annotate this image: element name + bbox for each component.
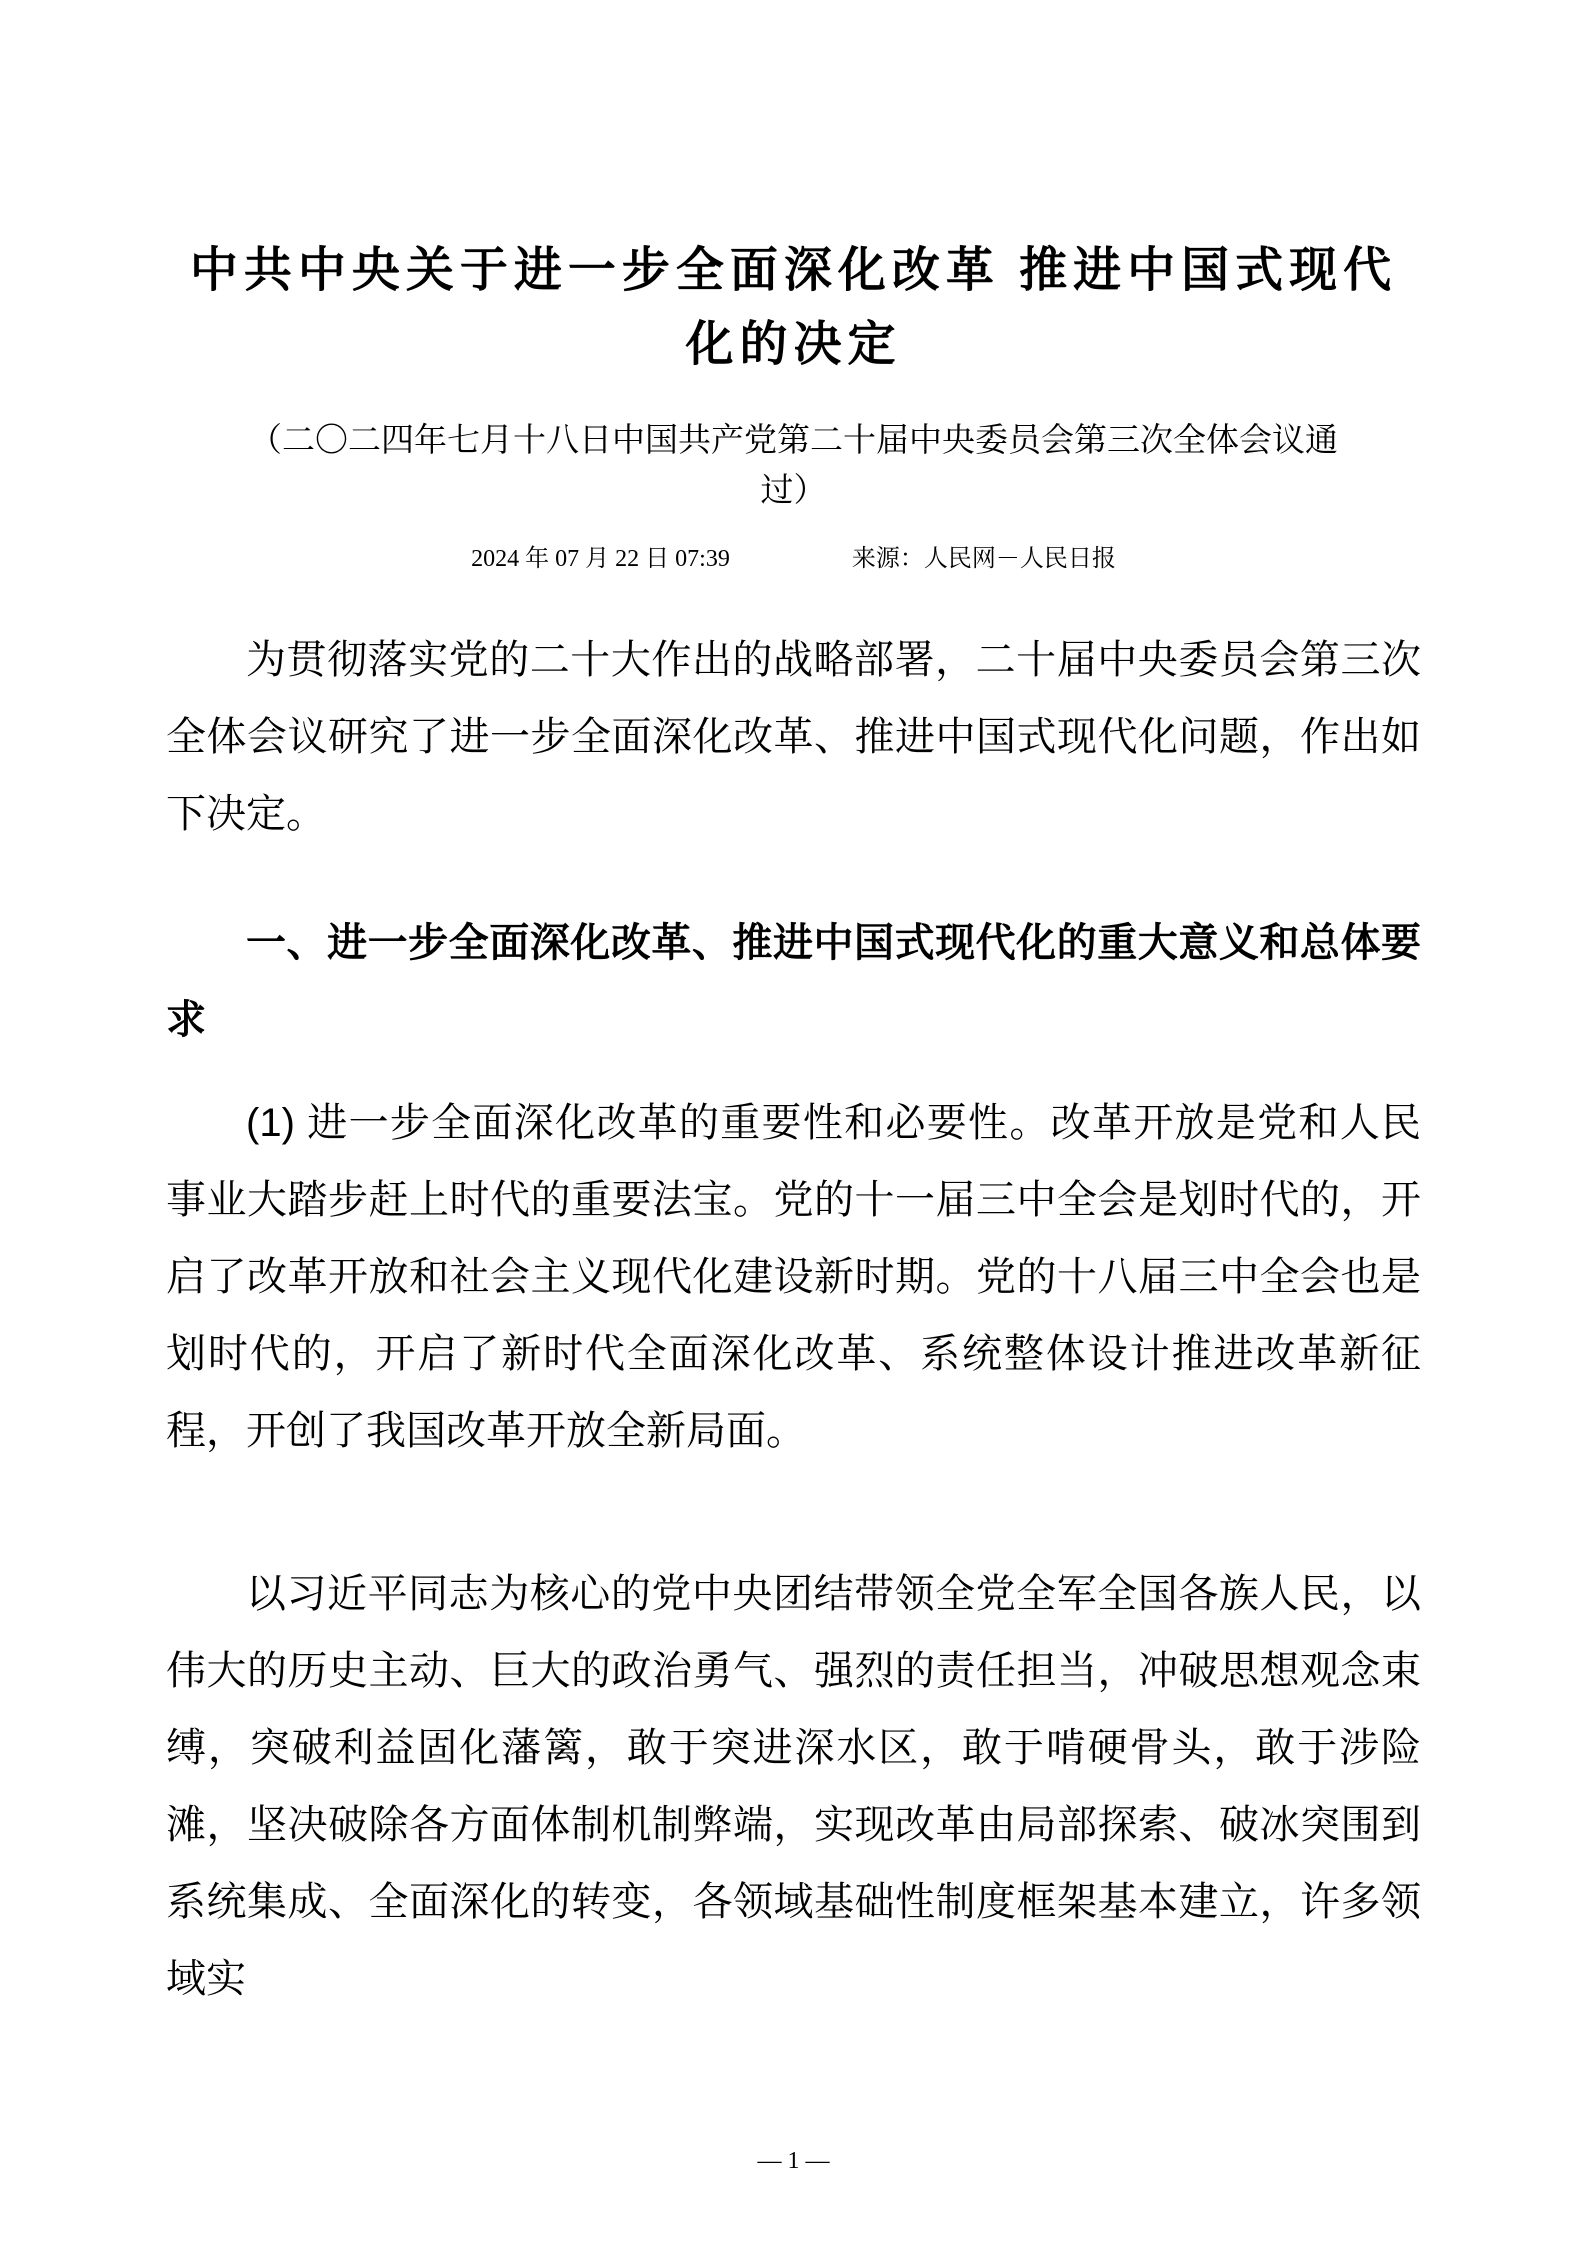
section-heading-1: 一、进一步全面深化改革、推进中国式现代化的重大意义和总体要求 (166, 921, 1421, 1042)
meta-line (166, 544, 1421, 574)
paragraph-2: 以习近平同志为核心的党中央团结带领全党全军全国各族人民，以伟大的历史主动、巨大的政治勇气、强烈的责任担当，冲破思想观念束缚，突破利益固化藩篱，敢于突进深水区，敢于啃硬骨头，敢于涉险滩，坚决破除各方面体制机制弊端，实现改革由局部探索、破冰突围到系统集成、全面深化的转变，各领域基础性制度框架基本建立，许多领域实 (166, 1572, 1421, 2001)
paragraph-intro: 为贯彻落实党的二十大作出的战略部署，二十届中央委员会第三次全体会议研究了进一步全面深化改革、推进中国式现代化问题，作出如下决定。 (166, 638, 1421, 836)
publish-datetime: 2024 年 07 月 22 日 07:39 (471, 546, 730, 572)
document-title (166, 0, 1421, 382)
paragraph-point-1: (1) 进一步全面深化改革的重要性和必要性。改革开放是党和人民事业大踏步赶上时代的重要法宝。党的十一届三中全会是划时代的，开启了改革开放和社会主义现代化建设新时期。党的十八届三中全会也是划时代的，开启了新时代全面深化改革、系统整体设计推进改革新征程，开创了我国改革开放全新局面。 (166, 1101, 1421, 1453)
document-title-line2: 化的决定 (685, 318, 902, 371)
page-number: — 1 — (757, 2148, 830, 2174)
document-subtitle (166, 416, 1421, 516)
document-content (166, 0, 1421, 2018)
document-title-line1: 中共中央关于进一步全面深化改革 推进中国式现代 (189, 244, 1398, 297)
source-label: 来源：人民网－人民日报 (851, 546, 1116, 572)
document-subtitle-line2: 过） (760, 473, 827, 509)
document-subtitle-line1: （二〇二四年七月十八日中国共产党第二十届中央委员会第三次全体会议通 (249, 423, 1338, 459)
